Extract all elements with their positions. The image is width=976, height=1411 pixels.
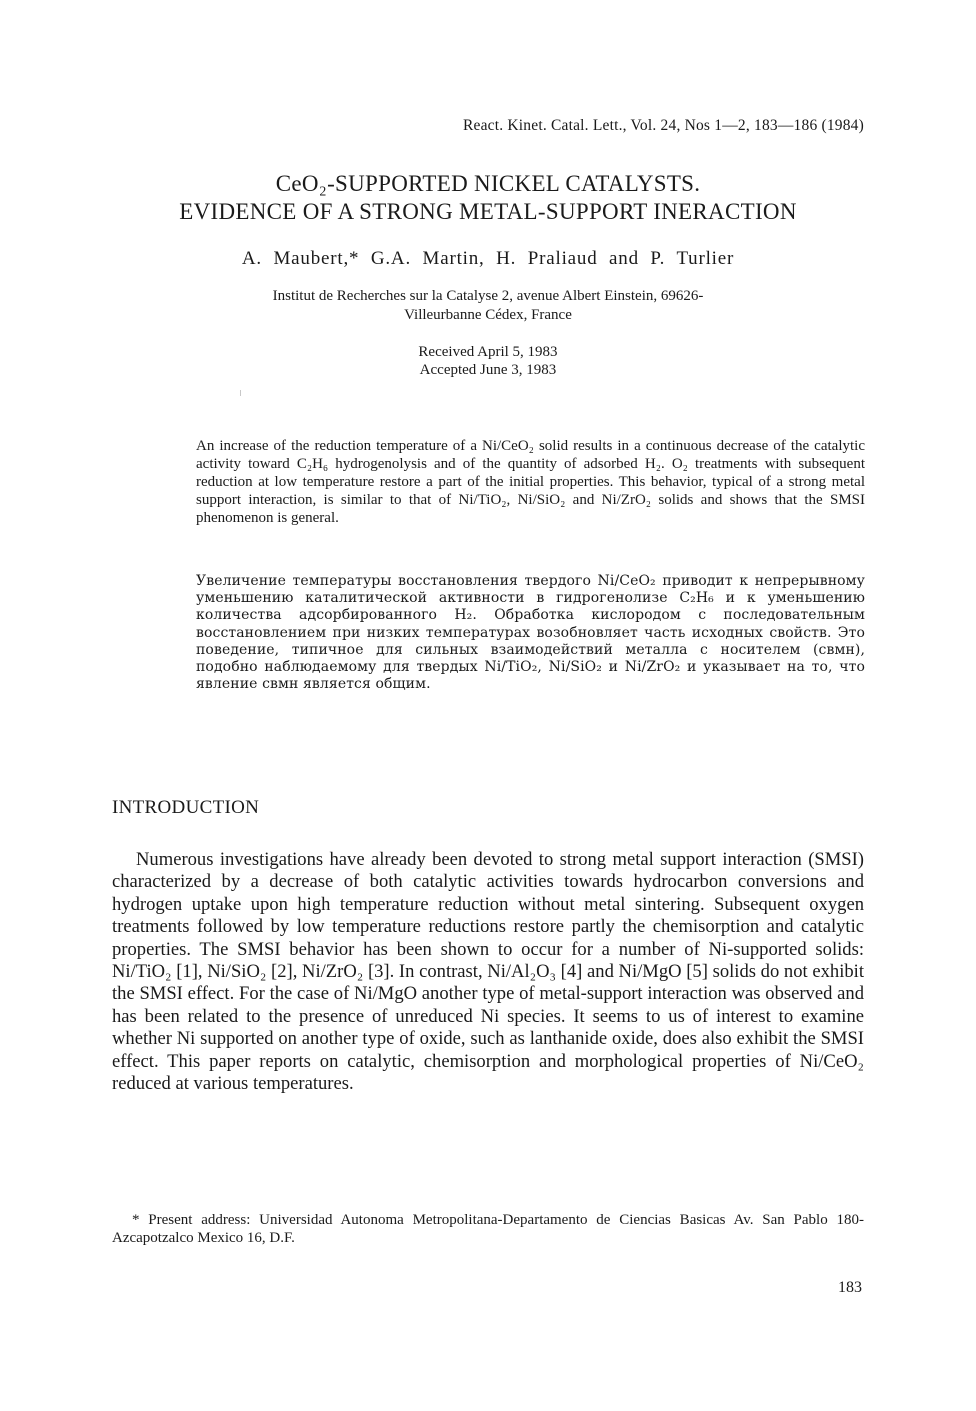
scan-mark bbox=[240, 390, 241, 396]
section-heading-introduction: INTRODUCTION bbox=[112, 797, 260, 818]
affiliation-line-1: Institut de Recherches sur la Catalyse 2, avenue Albert Einstein, 69626- bbox=[272, 288, 704, 304]
affiliation-line-2: Villeurbanne Cédex, France bbox=[404, 307, 572, 323]
received-date: Received April 5, 1983 bbox=[418, 344, 558, 360]
page-number: 183 bbox=[838, 1279, 862, 1296]
author-list: A. Maubert,* G.A. Martin, H. Praliaud and P. Turlier bbox=[241, 248, 735, 269]
introduction-paragraph: Numerous investigations have already been devoted to strong metal support interaction (SMSI) characterized by a decrease of both catalytic activities towards hydrocarbon conversions and hydrogen uptake upon high temperature reduction without metal sintering. Subsequent oxygen treatments followed by low temperature reductions restore partly the chemisorption and catalytic properties. The SMSI behavior has been shown to occur for a number of Ni-supported solids: Ni/TiO₂ [1], Ni/SiO₂ [2], Ni/ZrO₂ [3]. In contrast, Ni/Al₂O₃ [4] and Ni/MgO [5] solids do not exhibit the SMSI effect. For the case of Ni/MgO another type of metal-support interaction was observed and has been related to the presence of unreduced Ni species. It seems to us of interest to examine whether Ni supported on another type of oxide, such as lanthanide oxide, does also exhibit the SMSI effect. This paper reports on catalytic, chemisorption and morphological properties of Ni/CeO₂ reduced at various temperatures. bbox=[112, 849, 864, 1095]
abstract-russian: Увеличение температуры восстановления твердого Ni/CeO₂ приводит к непрерывному уменьшению каталитической активности в гидрогенолизе C₂H₆ и к уменьшению количества адсорбированного H₂. Обработка кислородом с последовательным восстановлением при низких температурах возобновляет часть исходных свойств. Это поведение, типичное для сильных взаимодействий металла с носителем (свмн), подобно наблюдаемому для твердых Ni/TiO₂, Ni/SiO₂ и Ni/ZrO₂ и указывает на то, что явление свмн является общим. bbox=[196, 573, 865, 693]
affiliation bbox=[0, 287, 976, 325]
paper-title bbox=[0, 170, 976, 226]
footnote-text: * Present address: Universidad Autonoma Metropolitana-Departamento de Ciencias Basicas Av. San Pablo 180-Azcapotzalco Mexico 16, D.F. bbox=[112, 1212, 864, 1246]
accepted-date: Accepted June 3, 1983 bbox=[419, 362, 557, 378]
title-line-2: EVIDENCE OF A STRONG METAL-SUPPORT INERACTION bbox=[179, 199, 797, 224]
introduction-text bbox=[112, 849, 864, 1095]
abstract-english: An increase of the reduction temperature of a Ni/CeO₂ solid results in a continuous decrease of the catalytic activity toward C₂H₆ hydrogenolysis and of the quantity of adsorbed H₂. O₂ treatments with subsequent reduction at low temperature restore a part of the initial properties. This behavior, typical of a strong metal support interaction, is similar to that of Ni/TiO₂, Ni/SiO₂ and Ni/ZrO₂ solids and shows that the SMSI phenomenon is general. bbox=[196, 438, 865, 526]
journal-citation: React. Kinet. Catal. Lett., Vol. 24, Nos 1—2, 183—186 (1984) bbox=[462, 117, 864, 134]
submission-dates bbox=[0, 343, 976, 379]
title-line-1: CeO₂-SUPPORTED NICKEL CATALYSTS. bbox=[275, 171, 701, 196]
footnote bbox=[112, 1211, 864, 1247]
